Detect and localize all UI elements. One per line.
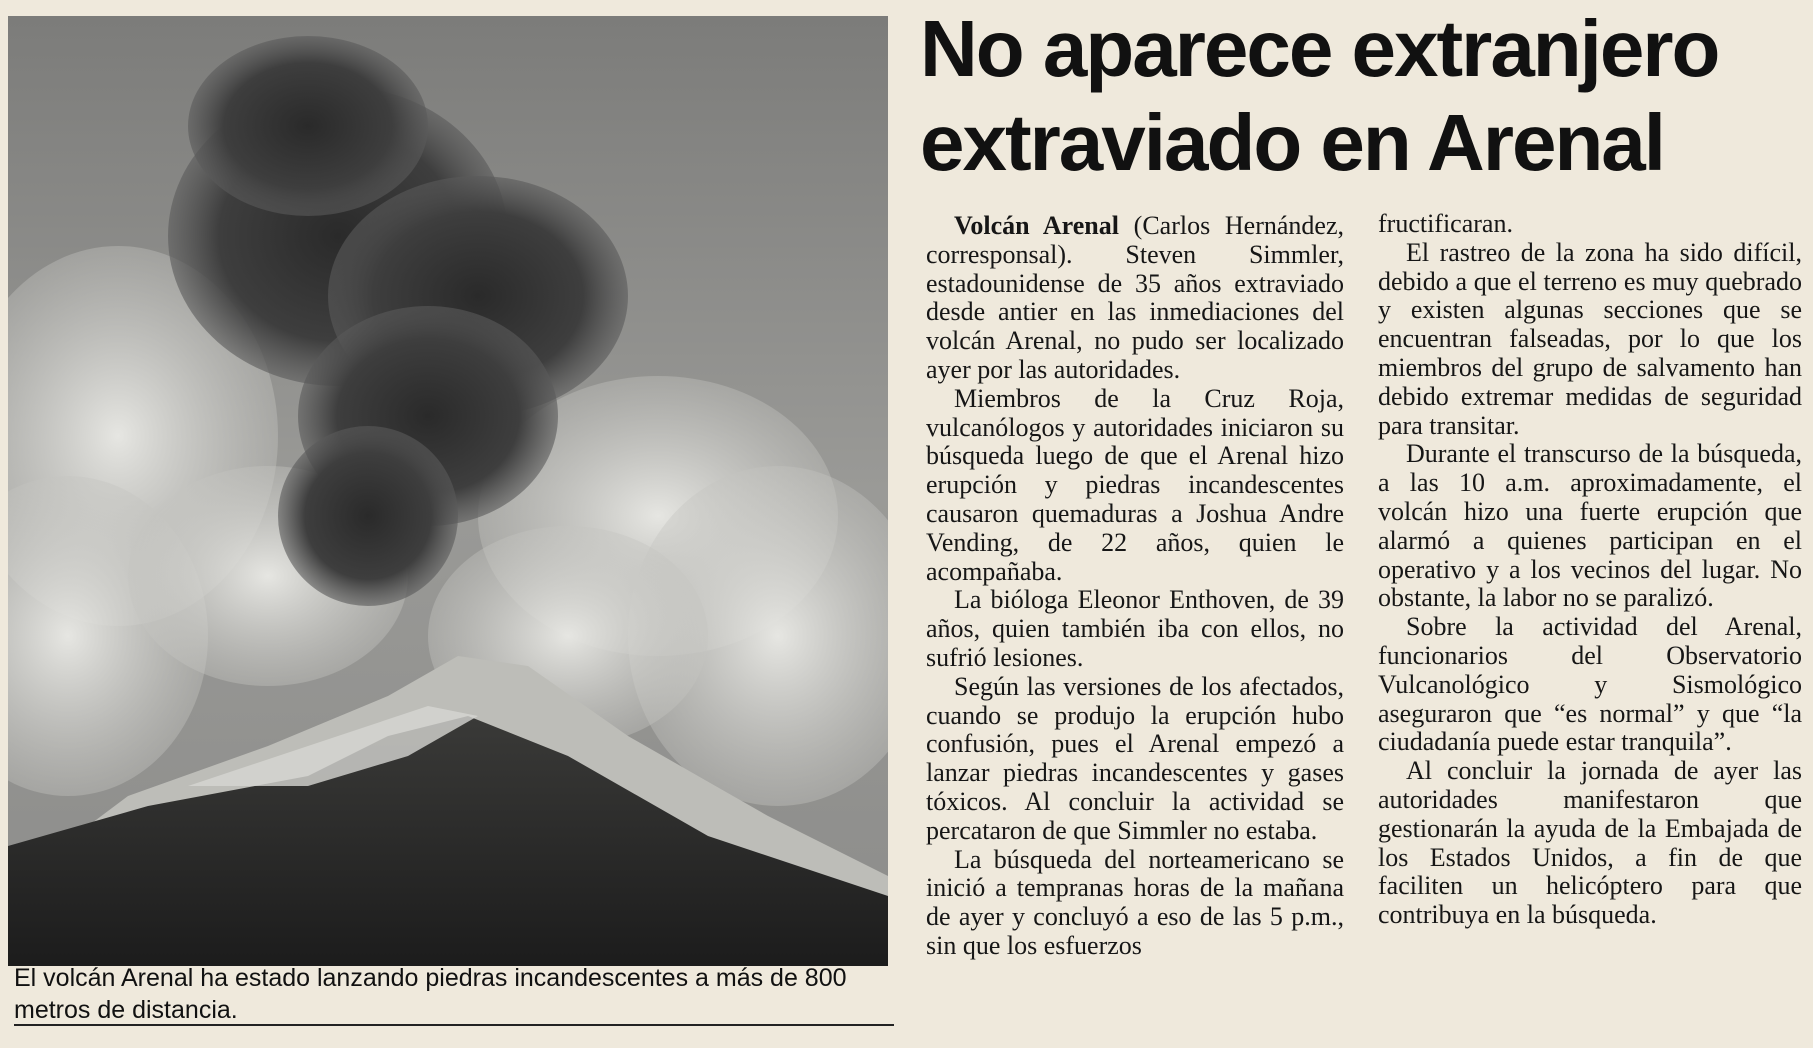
article-paragraph: La bióloga Eleonor Enthoven, de 39 años, quien también iba con ellos, no sufrió lesiones.	[926, 585, 1344, 672]
volcano-photo	[8, 16, 888, 966]
article-lead-text: (Carlos Hernández, corresponsal). Steven Simmler, estadounidense de 35 años extraviado desde antier en las inmediaciones del volcán Arenal, no pudo ser localizado ayer por las autoridades.	[926, 211, 1344, 384]
article-paragraph: Sobre la actividad del Arenal, funcionarios del Observatorio Vulcanológico y Sismológico aseguraron que “es normal” y que “la ciudadanía puede estar tranquila”.	[1378, 612, 1802, 757]
article-column-2	[1378, 210, 1802, 930]
caption-divider	[14, 1024, 894, 1026]
article-paragraph: Al concluir la jornada de ayer las autoridades manifestaron que gestionarán la ayuda de la Embajada de los Estados Unidos, a fin de que faciliten un helicóptero para que contribuya en la búsqueda.	[1378, 756, 1802, 930]
article-paragraph: Durante el transcurso de la búsqueda, a las 10 a.m. aproximadamente, el volcán hizo una fuerte erupción que alarmó a quienes participan en el operativo y a los vecinos del lugar. No obstante, la labor no se paralizó.	[1378, 439, 1802, 613]
article-paragraph	[926, 212, 1344, 385]
article-paragraph: El rastreo de la zona ha sido difícil, debido a que el terreno es muy quebrado y existen algunas secciones que se encuentran falseadas, por lo que los miembros del grupo de salvamento han debido extremar medidas de seguridad para transitar.	[1378, 237, 1802, 440]
article-column-1	[926, 212, 1344, 961]
headline: No aparece extranjero extraviado en Arenal	[920, 4, 1719, 187]
article-paragraph: Según las versiones de los afectados, cuando se produjo la erupción hubo confusión, pues el Arenal empezó a lanzar piedras incandescentes y gases tóxicos. Al concluir la actividad se percataron de que Simmler no estaba.	[926, 671, 1344, 845]
photo-caption: El volcán Arenal ha estado lanzando piedras incandescentes a más de 800 metros de distancia.	[14, 964, 847, 1024]
article-paragraph: fructificaran.	[1378, 209, 1513, 238]
article-paragraph: La búsqueda del norteamericano se inició a tempranas horas de la mañana de ayer y concluyó a eso de las 5 p.m., sin que los esfuerzos	[926, 844, 1344, 960]
article-paragraph: Miembros de la Cruz Roja, vulcanólogos y autoridades iniciaron su búsqueda luego de que el Arenal hizo erupción y piedras incandescentes causaron quemaduras a Joshua Andre Vending, de 22 años, quien le acompañaba.	[926, 383, 1344, 586]
volcano-eruption-image	[8, 16, 888, 966]
dateline: Volcán Arenal	[954, 211, 1119, 240]
